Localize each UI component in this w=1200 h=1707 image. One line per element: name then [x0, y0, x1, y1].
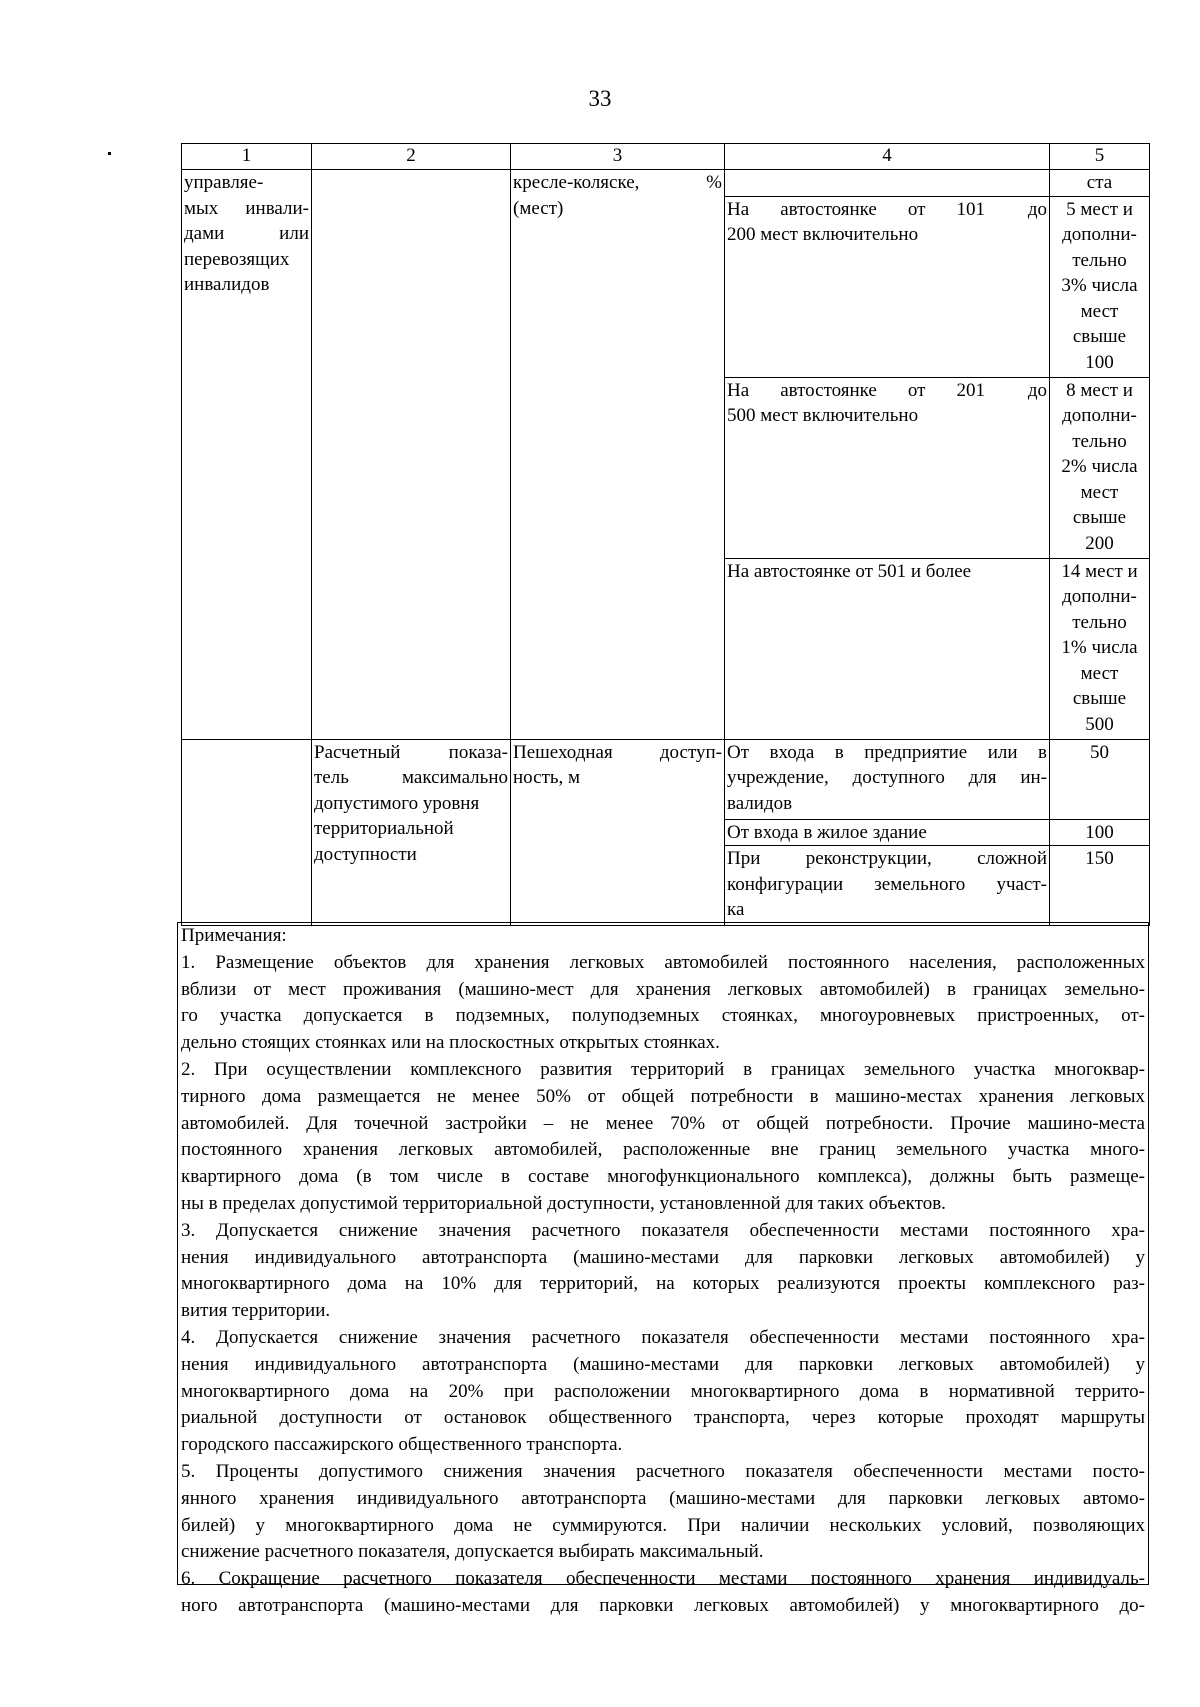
note-line: нения индивидуального автотранспорта (машино-местами для парковки легковых автомобилей) у	[181, 1246, 1145, 1268]
cell-text: На автостоянке от 101	[727, 198, 985, 220]
condition-cell	[725, 739, 1050, 819]
cell-line: инвалидов	[184, 274, 270, 295]
note-line: многоквартирного дома на 10% для территорий, на которых реализуются проекты комплексного раз-	[181, 1273, 1145, 1295]
cell-line: От входа в предприятие или в	[727, 741, 1047, 763]
condition-cell	[725, 377, 1050, 558]
cell-line: учреждение, доступного для ин-	[727, 767, 1047, 788]
value-line: дополни-	[1062, 405, 1137, 426]
notes-bottom-rule	[177, 1584, 1149, 1585]
cell-line: Расчетный показа-	[314, 741, 508, 763]
cell-line: перевозящих	[184, 248, 290, 270]
table-header-row	[182, 144, 1150, 170]
note-line: вблизи от мест проживания (машино-мест для хранения легковых автомобилей) в границах земельно-	[181, 978, 1145, 1000]
note-line: снижение расчетного показателя, допускается выбирать максимальный.	[181, 1541, 764, 1563]
note-line: 3. Допускается снижение значения расчетного показателя обеспеченности местами постоянного хра-	[181, 1219, 1145, 1241]
value-line: 2% числа	[1061, 456, 1138, 477]
value-line: тельно	[1072, 611, 1127, 633]
header-col-4: 4	[725, 144, 1050, 170]
value-line: свыше	[1072, 688, 1127, 709]
note-3	[181, 1218, 1145, 1325]
value-line: мест	[1080, 662, 1119, 684]
cell-line: тель максимально	[314, 767, 508, 788]
condition-cell: От входа в жилое здание	[725, 819, 1050, 846]
table-row	[182, 170, 1150, 197]
cell-text: 500 мест включительно	[727, 405, 919, 426]
cell-line: допустимого уровня	[314, 792, 480, 814]
unit-cell	[511, 739, 725, 926]
cell-line: управляе-	[184, 172, 264, 193]
value-line: 8 мест и	[1066, 379, 1133, 401]
notes-title: Примечания:	[181, 925, 287, 946]
note-line: многоквартирного дома на 20% при расположении многоквартирного дома в нормативной террито-	[181, 1380, 1145, 1402]
note-line: автомобилей. Для точечной застройки – не менее 70% от общей потребности. Прочие машино-места	[181, 1112, 1145, 1134]
value-line: 200	[1085, 532, 1114, 554]
cell-line: валидов	[727, 792, 793, 814]
cell-line: дами или	[184, 223, 309, 244]
cell-line: ность, м	[513, 767, 581, 788]
note-1	[181, 950, 1145, 1057]
cell-text: На автостоянке от 201	[727, 379, 985, 401]
note-6	[181, 1566, 1145, 1620]
value-cell: 50	[1050, 739, 1150, 819]
value-line: тельно	[1072, 249, 1127, 271]
value-line: тельно	[1072, 430, 1127, 452]
header-col-3: 3	[511, 144, 725, 170]
value-line: 1% числа	[1061, 637, 1138, 658]
value-line: дополни-	[1062, 224, 1137, 245]
cell-text: до	[1027, 379, 1047, 401]
cell-text: (мест)	[513, 197, 564, 219]
note-line: вития территории.	[181, 1300, 331, 1322]
note-line: 6. Сокращение расчетного показателя обеспеченности местами постоянного хранения индивидуаль-	[181, 1568, 1145, 1590]
note-line: ны в пределах допустимой территориальной доступности, установленной для таких объектов.	[181, 1192, 946, 1214]
unit-cell	[511, 170, 725, 740]
table-row	[182, 739, 1150, 819]
note-line: дельно стоящих стоянках или на плоскостных открытых стоянках.	[181, 1032, 720, 1054]
value-line: 3% числа	[1061, 275, 1138, 296]
notes-section	[177, 922, 1149, 1616]
cell-line: доступности	[314, 843, 417, 865]
value-line: свыше	[1072, 326, 1127, 347]
value-cell	[1050, 377, 1150, 558]
note-line: квартирного дома (в том числе в составе многофункционального комплекса), должны быть размеще-	[181, 1166, 1145, 1188]
cell-text: кресле-коляске,	[513, 172, 640, 193]
value-cell: 100	[1050, 819, 1150, 846]
cell-line: Пешеходная доступ-	[513, 741, 722, 763]
note-line: 4. Допускается снижение значения расчетного показателя обеспеченности местами постоянного хра-	[181, 1326, 1145, 1348]
note-line: 1. Размещение объектов для хранения легковых автомобилей постоянного населения, расположенных	[181, 951, 1145, 973]
header-col-1: 1	[182, 144, 312, 170]
indicator-cell	[312, 739, 511, 926]
empty-cell	[182, 739, 312, 926]
note-line: 5. Проценты допустимого снижения значения расчетного показателя обеспеченности местами посто-	[181, 1460, 1145, 1482]
note-4	[181, 1325, 1145, 1459]
note-line: го участка допускается в подземных, полуподземных стоянках, многоуровневых пристроенных, от-	[181, 1005, 1145, 1027]
value-line: 14 мест и	[1061, 560, 1138, 582]
header-col-5: 5	[1050, 144, 1150, 170]
cell-line: мых инвали-	[184, 197, 309, 219]
condition-cell: На автостоянке от 501 и более	[725, 558, 1050, 739]
note-line: билей) у многоквартирного дома не суммируются. При наличии нескольких условий, позволяющих	[181, 1514, 1145, 1536]
cell-text: %	[706, 172, 722, 193]
cell-line: территориальной	[314, 818, 454, 839]
note-2	[181, 1057, 1145, 1218]
cell-line: При реконструкции, сложной	[727, 848, 1047, 869]
note-line: тирного дома размещается не менее 50% от общей потребности в машино-местах хранения легковых	[181, 1085, 1145, 1107]
scan-speck	[108, 152, 111, 155]
cell-text: до	[1027, 198, 1047, 220]
object-type-cell	[182, 170, 312, 740]
note-line: риальной доступности от остановок общественного транспорта, через которые проходят маршруты	[181, 1407, 1145, 1429]
value-cell: ста	[1050, 170, 1150, 197]
condition-cell	[725, 846, 1050, 926]
note-line: постоянного хранения легковых автомобилей, расположенные вне границ земельного участка много-	[181, 1139, 1145, 1161]
value-cell: 150	[1050, 846, 1150, 926]
cell-line: ка	[727, 899, 745, 920]
cell-text: 200 мест включительно	[727, 224, 919, 245]
note-5	[181, 1459, 1145, 1566]
value-line: 500	[1085, 713, 1114, 735]
note-line: 2. При осуществлении комплексного развития территорий в границах земельного участка многоквар-	[181, 1058, 1145, 1080]
value-line: 5 мест и	[1066, 198, 1133, 220]
value-line: 100	[1085, 351, 1114, 373]
header-col-2: 2	[312, 144, 511, 170]
cell-line: конфигурации земельного участ-	[727, 873, 1047, 895]
parking-norms-table	[181, 143, 1150, 926]
value-line: свыше	[1072, 507, 1127, 528]
note-line: ного автотранспорта (машино-местами для парковки легковых автомобилей) у многоквартирного до-	[181, 1594, 1145, 1616]
empty-cell	[312, 170, 511, 740]
value-line: мест	[1080, 300, 1119, 322]
value-line: дополни-	[1062, 586, 1137, 607]
note-line: нения индивидуального автотранспорта (машино-местами для парковки легковых автомобилей) у	[181, 1353, 1145, 1375]
note-line: городского пассажирского общественного транспорта.	[181, 1434, 623, 1456]
note-line: янного хранения индивидуального автотранспорта (машино-местами для парковки легковых автомо-	[181, 1487, 1145, 1509]
value-line: мест	[1080, 481, 1119, 503]
empty-cell	[725, 170, 1050, 197]
value-cell	[1050, 558, 1150, 739]
condition-cell	[725, 196, 1050, 377]
page-number: 33	[588, 86, 612, 111]
value-cell	[1050, 196, 1150, 377]
